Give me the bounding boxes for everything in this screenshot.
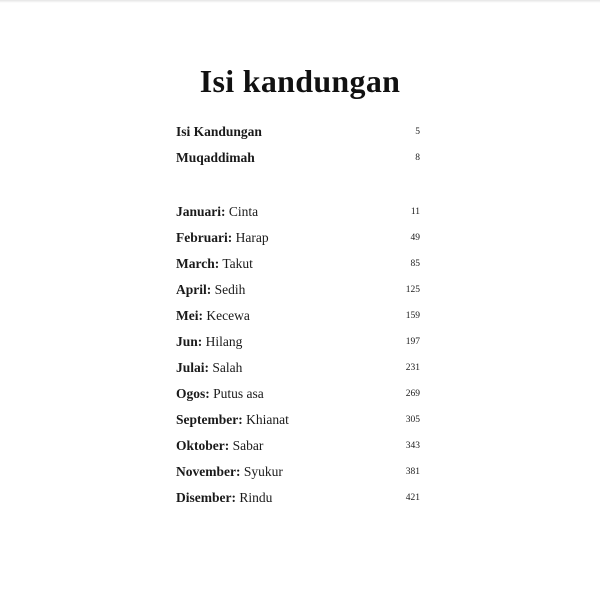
toc-entry-month: Oktober: [176, 438, 230, 453]
toc-entry-november [176, 462, 420, 482]
toc-entry-label: Muqaddimah [176, 150, 255, 165]
toc-entry-januari [176, 202, 420, 222]
toc-entry-september [176, 410, 420, 430]
toc-entry-page: 49 [410, 233, 420, 243]
toc-entry-disember [176, 488, 420, 508]
toc-entry-page: 343 [405, 441, 420, 451]
toc-entry-topic: Putus asa [209, 386, 264, 401]
toc-entry-march [176, 254, 420, 274]
toc-entry-month: April: [176, 282, 212, 297]
toc-entry-month: November: [176, 464, 241, 479]
toc-entry-topic: Kecewa [202, 308, 250, 323]
toc-entry-month: Ogos: [176, 386, 210, 401]
toc-entry-februari [176, 228, 420, 248]
toc-entry-page: 85 [410, 259, 420, 269]
toc-entry-page: 125 [405, 285, 420, 295]
toc-entry-page: 269 [405, 389, 420, 399]
toc-entry-page: 231 [405, 363, 420, 373]
toc-entry-muqaddimah [176, 148, 420, 168]
toc-entry-page: 11 [410, 207, 420, 217]
toc-entry-jun [176, 332, 420, 352]
toc-entry-month: Februari: [176, 230, 233, 245]
page-title: Isi kandungan [199, 63, 401, 99]
toc-entry-topic: Cinta [225, 204, 259, 219]
toc-entry-topic: Harap [232, 230, 269, 245]
toc-entry-ogos [176, 384, 420, 404]
toc-entry-oktober [176, 436, 420, 456]
toc-entry-month: Januari: [176, 204, 226, 219]
toc-entry-page: 305 [405, 415, 420, 425]
page-top-edge [0, 0, 600, 3]
toc-entry-topic: Salah [209, 360, 243, 375]
toc-entry-month: Julai: [176, 360, 210, 375]
toc-entry-page: 421 [405, 493, 420, 503]
toc-entry-topic: Hilang [202, 334, 243, 349]
toc-entry-topic: Sabar [229, 438, 264, 453]
toc-entry-month: Disember: [176, 490, 236, 505]
toc-entry-mei [176, 306, 420, 326]
toc-entry-page: 5 [415, 127, 420, 137]
toc-entry-page: 197 [405, 337, 420, 347]
toc-entry-topic: Rindu [235, 490, 273, 505]
toc-entry-label: Isi Kandungan [176, 124, 262, 139]
toc-entry-julai [176, 358, 420, 378]
toc-entry-month: September: [176, 412, 243, 427]
toc-entry-topic: Syukur [240, 464, 283, 479]
toc-entry-april [176, 280, 420, 300]
toc-entry-page: 381 [405, 467, 420, 477]
toc-entry-topic: Sedih [211, 282, 246, 297]
toc-entry-month: Mei: [176, 308, 203, 323]
toc-entry-topic: Khianat [242, 412, 289, 427]
toc-entry-page: 159 [405, 311, 420, 321]
toc-entry-isi-kandungan [176, 122, 420, 142]
toc-entry-page: 8 [415, 153, 420, 163]
toc-entry-topic: Takut [219, 256, 253, 271]
toc-entry-month: Jun: [176, 334, 203, 349]
toc-entry-month: March: [176, 256, 220, 271]
